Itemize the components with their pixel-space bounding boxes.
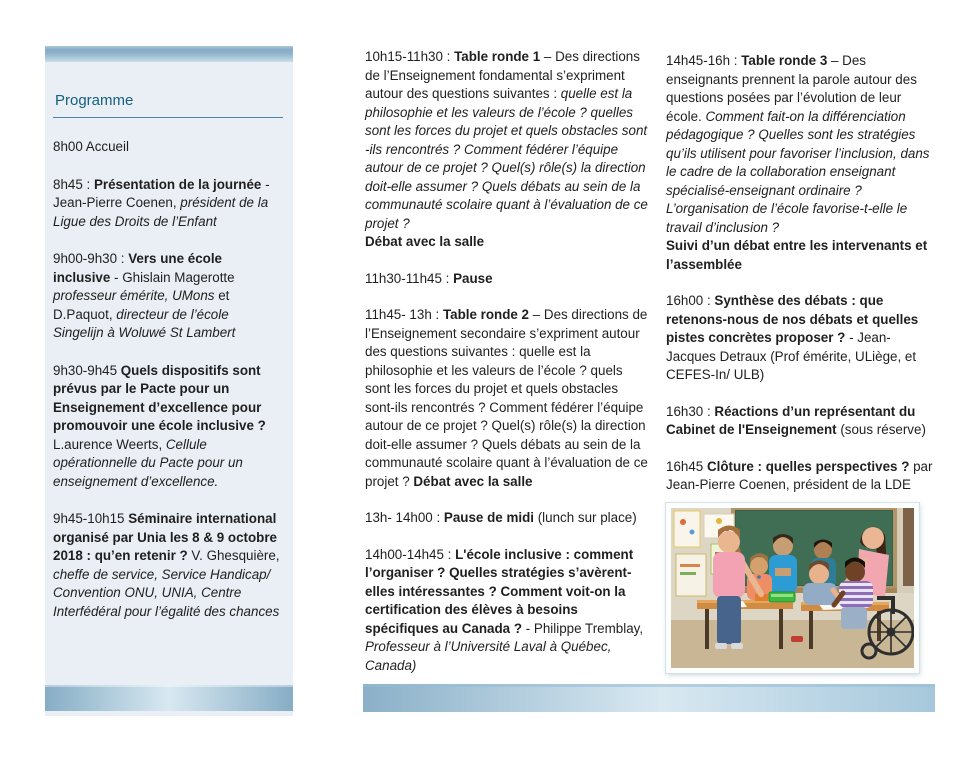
left-column (45, 46, 293, 716)
schedule-item-14h00: 14h00-14h45 : L'école inclusive : comment l’organiser ? Quelles stratégies s’avèrent-elles intéressantes ? Comment voit-on la certification des élèves à besoins spécifiques au Canada ? - Philippe Tremblay, Professeur à l’Université Laval à Québec, Canada) (365, 546, 644, 673)
schedule-item-16h30: 16h30 : Réactions d’un représentant du Cabinet de l'Enseignement (sous réserve) (666, 403, 926, 437)
schedule-item-11h45: 11h45- 13h : Table ronde 2 – Des directions de l’Enseignement secondaire s’expriment autour des questions suivantes : quelle est la philosophie et les valeurs de l’école ? quels sont les forces du projet et quels obstacles sont-ils rencontrés ? Comment fédérer l’équipe autour de ce projet ? Quel(s) rôle(s) la direction doit-elle assumer ? Quels débats au sein de la communauté scolaire quant à l’évaluation de ce projet ? Débat avec la salle (365, 307, 648, 489)
classroom-photo-illustration (671, 508, 914, 668)
right-column (666, 52, 938, 513)
schedule-item-16h45: 16h45 Clôture : quelles perspectives ? par Jean-Pierre Coenen, président de la LDE (666, 458, 933, 492)
schedule-item-16h00: 16h00 : Synthèse des débats : que retenons-nous de nos débats et quelles pistes concrètes proposer ? - Jean-Jacques Detraux (Prof émérite, ULiège, et CEFES-In/ ULB) (666, 293, 919, 382)
schedule-item-9h45: 9h45-10h15 Séminaire international organisé par Unia les 8 & 9 octobre 2018 : qu’en retenir ? V. Ghesquière, cheffe de service, Service Handicap/ Convention ONU, UNIA, Centre Interfédéral pour l’égalité des chances (53, 511, 280, 619)
schedule-item-10h15: 10h15-11h30 : Table ronde 1 – Des directions de l’Enseignement fondamental s’expriment autour des questions suivantes : quelle est la philosophie et les valeurs de l’école ? quelles sont les forces du projet et quels obstacles sont -ils rencontrés ? Comment fédérer l’équipe autour de ce projet ? Quel(s) rôle(s) la direction doit-elle assumer ? Quels débats au sein de la communauté scolaire quant à l’évaluation de ce projet ? Débat avec la salle (365, 49, 648, 249)
schedule-item-8h45: 8h45 : Présentation de la journée - Jean-Pierre Coenen, président de la Ligue des Droits de l’Enfant (53, 176, 270, 229)
middle-column (365, 48, 648, 693)
schedule-item-14h45: 14h45-16h : Table ronde 3 – Des enseignants prennent la parole autour des questions posées par l’évolution de leur école. Comment fait-on la différenciation pédagogique ? Quelles sont les stratégies qu’ils utilisent pour favoriser l’inclusion, dans le cadre de la collaboration enseignant spécialisé-enseignant ordinaire ? L’organisation de l’école favorise-t-elle le travail d’inclusion ? Suivi d’un débat entre les intervenants et l’assemblée (666, 53, 930, 272)
classroom-photo (666, 503, 919, 673)
schedule-item-13h: 13h- 14h00 : Pause de midi (lunch sur place) (365, 510, 637, 525)
left-bottom-gradient-bar (45, 685, 293, 711)
page-title: Programme (53, 92, 283, 118)
schedule-item-9h00: 9h00-9h30 : Vers une école inclusive - Ghislain Magerotte professeur émérite, UMons et D.Paquot, directeur de l’école Singelijn à Woluwé St Lambert (53, 251, 236, 340)
schedule-item-8h00: 8h00 Accueil (53, 139, 129, 154)
left-column-content (53, 62, 283, 640)
left-top-gradient-bar (45, 46, 293, 62)
schedule-item-11h30: 11h30-11h45 : Pause (365, 270, 493, 286)
schedule-item-9h30: 9h30-9h45 Quels dispositifs sont prévus par le Pacte pour un Enseignement d’excellence pour promouvoir une école inclusive ? L.aurence Weerts, Cellule opérationnelle du Pacte pour un enseignement d’excellence. (53, 362, 266, 489)
